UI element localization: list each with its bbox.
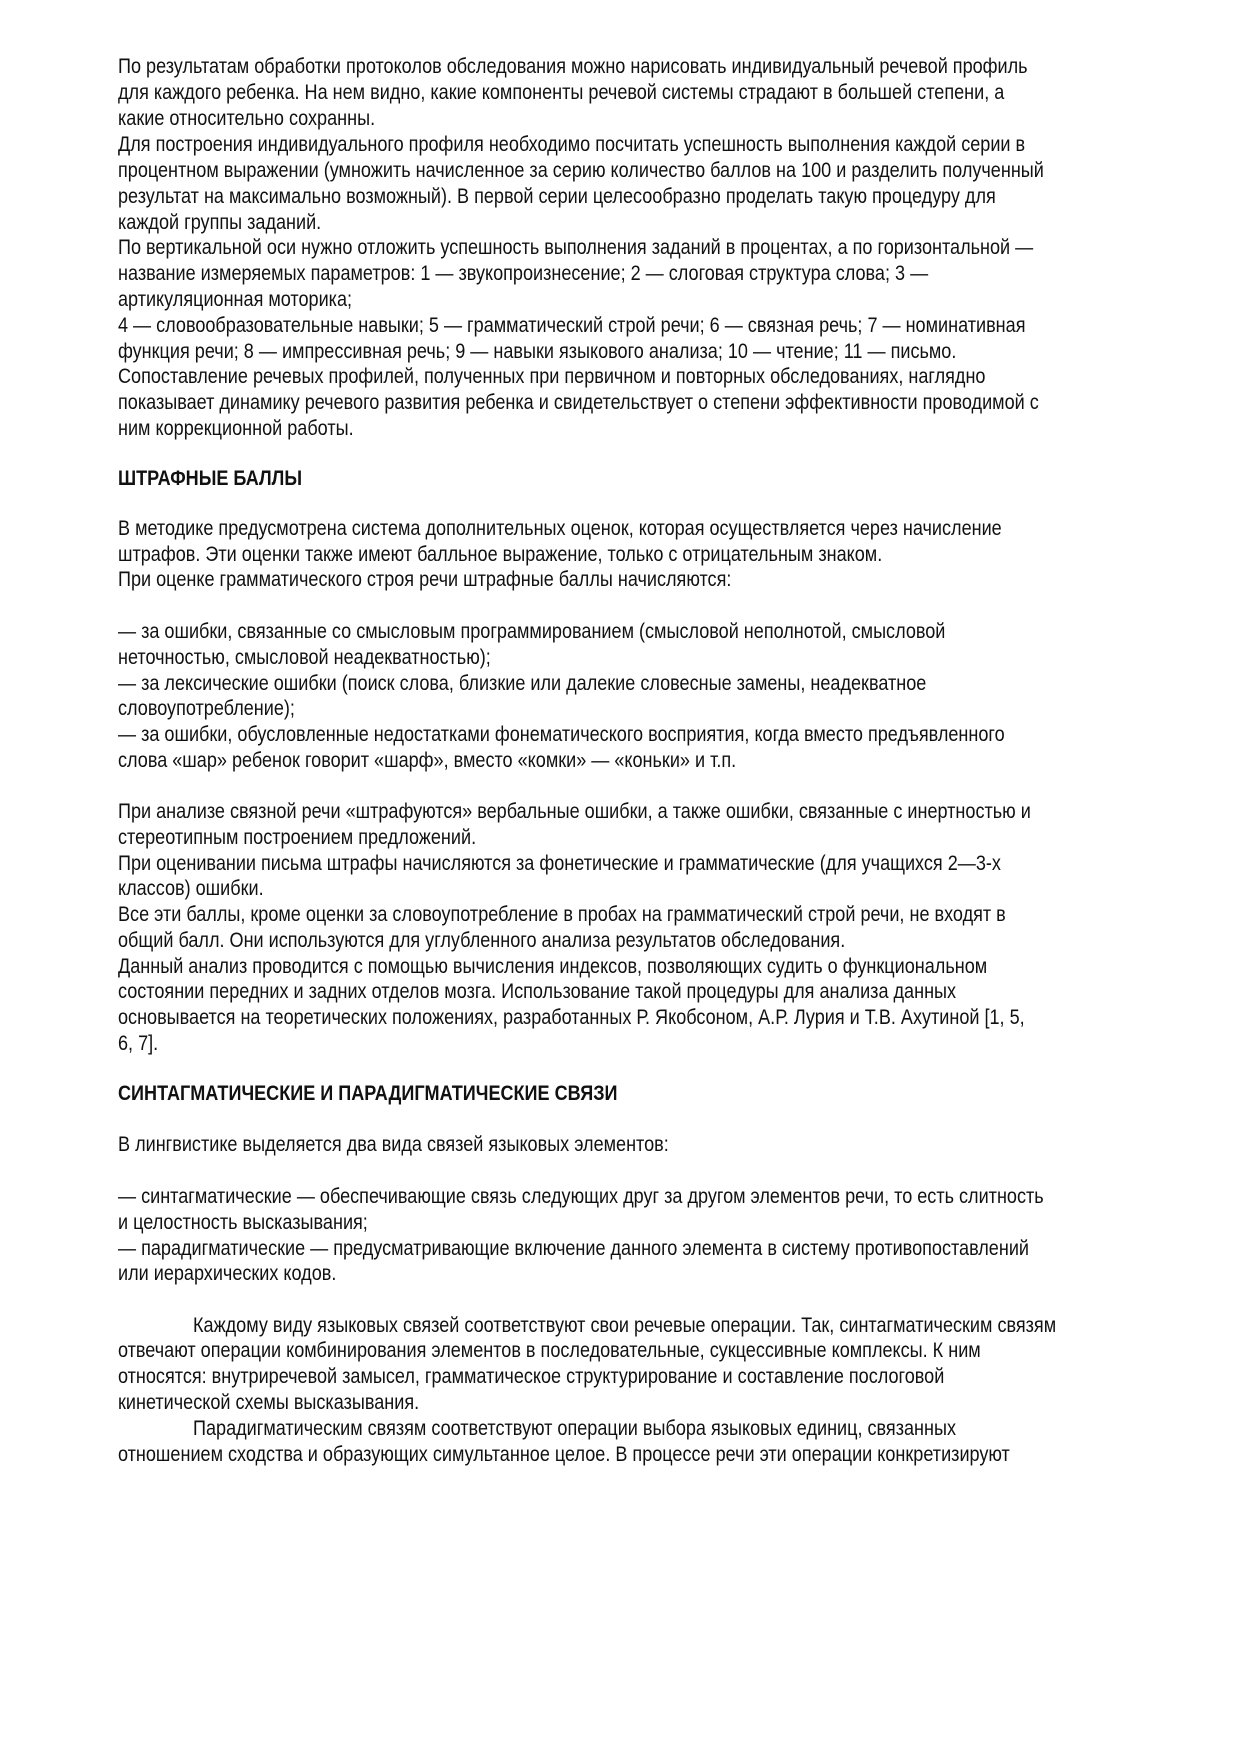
text-line: — за ошибки, связанные со смысловым программированием (смысловой неполнотой, смысловой — [118, 620, 946, 643]
text-line: 4 — словообразовательные навыки; 5 — грамматический строй речи; 6 — связная речь; 7 — номинативная — [118, 314, 1026, 337]
text-line: стереотипным построением предложений. — [118, 826, 477, 849]
text-line: процентном выражении (умножить начисленное за серию количество баллов на 100 и разделить полученный — [118, 159, 1044, 182]
text-line: Парадигматическим связям соответствуют операции выбора языковых единиц, связанных — [193, 1417, 956, 1440]
text-line: В лингвистике выделяется два вида связей языковых элементов: — [118, 1133, 669, 1156]
text-line: и целостность высказывания; — [118, 1211, 368, 1234]
text-line: отвечают операции комбинирования элементов в последовательные, сукцессивные комплексы. К ним — [118, 1339, 981, 1362]
text-line: каждой группы заданий. — [118, 211, 322, 234]
text-line: результат на максимально возможный). В первой серии целесообразно проделать такую процедуру для — [118, 185, 996, 208]
text-line: показывает динамику речевого развития ребенка и свидетельствует о степени эффективности проводимой с — [118, 391, 1039, 414]
text-line: По вертикальной оси нужно отложить успешность выполнения заданий в процентах, а по горизонтальной — — [118, 236, 1034, 259]
text-line: слова «шар» ребенок говорит «шарф», вместо «комки» — «коньки» и т.п. — [118, 749, 737, 772]
text-line: Для построения индивидуального профиля необходимо посчитать успешность выполнения каждой серии в — [118, 133, 1026, 156]
text-line: — синтагматические — обеспечивающие связь следующих друг за другом элементов речи, то есть слитность — [118, 1185, 1044, 1208]
text-line: При оценивании письма штрафы начисляются за фонетические и грамматические (для учащихся 2—3-х — [118, 852, 1001, 875]
text-line: функция речи; 8 — импрессивная речь; 9 — навыки языкового анализа; 10 — чтение; 11 — письмо. — [118, 340, 957, 363]
text-line: Сопоставление речевых профилей, полученных при первичном и повторных обследованиях, наглядно — [118, 365, 986, 388]
text-line: Все эти баллы, кроме оценки за словоупотребление в пробах на грамматический строй речи, не входят в — [118, 903, 1006, 926]
text-line: классов) ошибки. — [118, 877, 264, 900]
text-line: При анализе связной речи «штрафуются» вербальные ошибки, а также ошибки, связанные с инертностью и — [118, 800, 1031, 823]
text-line: состоянии передних и задних отделов мозга. Использование такой процедуры для анализа данных — [118, 980, 957, 1003]
text-line: неточностью, смысловой неадекватностью); — [118, 646, 491, 669]
text-line: или иерархических кодов. — [118, 1262, 337, 1285]
text-line: — за лексические ошибки (поиск слова, близкие или далекие словесные замены, неадекватное — [118, 672, 927, 695]
section-heading: СИНТАГМАТИЧЕСКИЕ И ПАРАДИГМАТИЧЕСКИЕ СВЯЗИ — [118, 1082, 618, 1105]
text-line: отношением сходства и образующих симультанное целое. В процессе речи эти операции конкретизируют — [118, 1443, 1010, 1466]
text-line: какие относительно сохранны. — [118, 107, 376, 130]
text-line: артикуляционная моторика; — [118, 288, 353, 311]
text-line: ним коррекционной работы. — [118, 417, 354, 440]
text-line: общий балл. Они используются для углубленного анализа результатов обследования. — [118, 929, 846, 952]
text-line: — парадигматические — предусматривающие включение данного элемента в систему противопоставлений — [118, 1237, 1030, 1260]
text-line: Каждому виду языковых связей соответствуют свои речевые операции. Так, синтагматическим связям — [193, 1314, 1057, 1337]
text-line: Данный анализ проводится с помощью вычисления индексов, позволяющих судить о функциональном — [118, 955, 988, 978]
text-line: 6, 7]. — [118, 1032, 159, 1055]
text-line: кинетической схемы высказывания. — [118, 1391, 420, 1414]
text-line: — за ошибки, обусловленные недостатками фонематического восприятия, когда вместо предъявленного — [118, 723, 1005, 746]
text-line: относятся: внутриречевой замысел, грамматическое структурирование и составление послоговой — [118, 1365, 945, 1388]
text-line: штрафов. Эти оценки также имеют балльное выражение, только с отрицательным знаком. — [118, 543, 883, 566]
text-line: словоупотребление); — [118, 697, 295, 720]
text-line: В методике предусмотрена система дополнительных оценок, которая осуществляется через начисление — [118, 517, 1002, 540]
text-line: При оценке грамматического строя речи штрафные баллы начисляются: — [118, 568, 732, 591]
section-heading: ШТРАФНЫЕ БАЛЛЫ — [118, 467, 303, 490]
text-line: основывается на теоретических положениях, разработанных Р. Якобсоном, А.Р. Лурия и Т.В. Ахутиной [1, 5, — [118, 1006, 1025, 1029]
text-line: для каждого ребенка. На нем видно, какие компоненты речевой системы страдают в большей степени, а — [118, 81, 1005, 104]
text-line: По результатам обработки протоколов обследования можно нарисовать индивидуальный речевой профиль — [118, 55, 1028, 78]
text-line: название измеряемых параметров: 1 — звукопроизнесение; 2 — слоговая структура слова; 3 — — [118, 262, 929, 285]
